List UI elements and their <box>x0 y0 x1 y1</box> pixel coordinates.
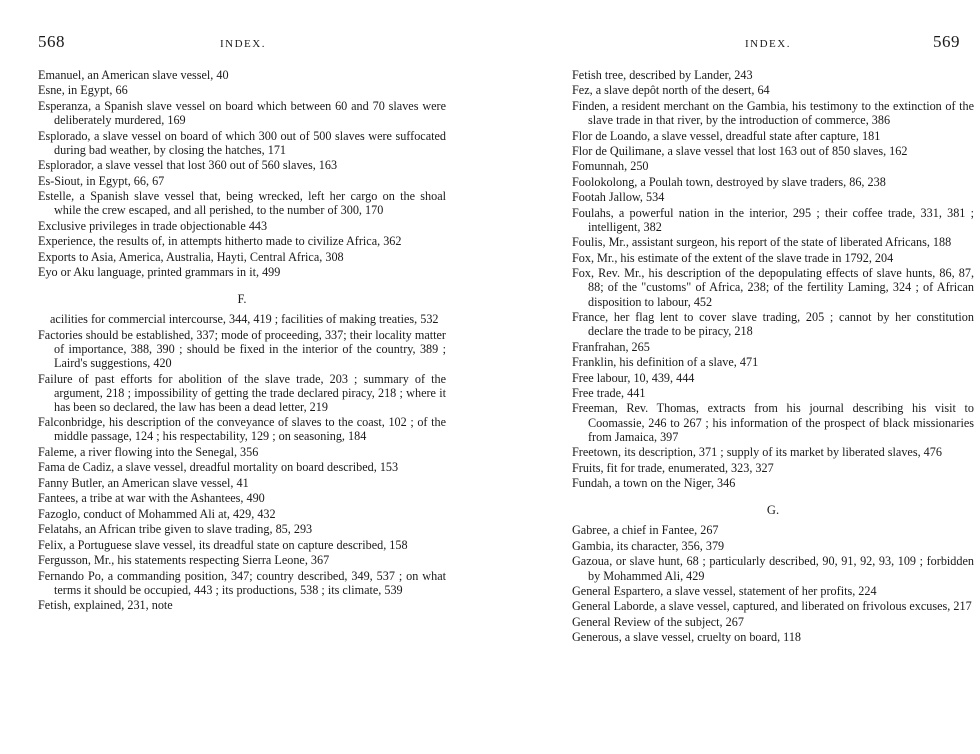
index-entry: Esperanza, a Spanish slave vessel on board which between 60 and 70 slaves were deliberately murdered, 169 <box>38 98 446 128</box>
index-entry: Esne, in Egypt, 66 <box>38 83 128 98</box>
index-entry: Esplorador, a slave vessel that lost 360 out of 560 slaves, 163 <box>38 158 338 173</box>
index-entry: Fetish tree, described by Lander, 243 <box>572 68 753 82</box>
index-entry: Fergusson, Mr., his statements respecting Sierra Leone, 367 <box>38 553 330 568</box>
index-entry: General Laborde, a slave vessel, captured, and liberated on frivolous excuses, 217 <box>572 599 972 614</box>
index-entry: Fantees, a tribe at war with the Ashantees, 490 <box>38 491 265 506</box>
index-entry: Faleme, a river flowing into the Senegal, 356 <box>38 444 259 459</box>
index-column-right <box>572 68 974 646</box>
index-entry: Failure of past efforts for abolition of the slave trade, 203 ; summary of the argument, 218 ; impossibility of getting the trade declared piracy, 218 ; where it has been so declared, the law has been a dead letter, 219 <box>38 371 446 414</box>
index-entry: Es-Siout, in Egypt, 66, 67 <box>38 173 165 188</box>
index-entries-g <box>572 523 974 644</box>
index-entry: Esplorado, a slave vessel on board of which 300 out of 500 slaves were suffocated during bad weather, by closing the hatches, 171 <box>38 128 446 157</box>
index-entry: Gazoua, or slave hunt, 68 ; particularly described, 90, 91, 92, 93, 109 ; forbidden by Mohammed Ali, 429 <box>572 554 974 583</box>
index-entry: Foulis, Mr., assistant surgeon, his report of the state of liberated Africans, 188 <box>572 235 952 250</box>
index-entry: Falconbridge, his description of the conveyance of slaves to the coast, 102 ; of the middle passage, 124 ; his respectability, 129 ; on seasoning, 184 <box>38 415 446 444</box>
page-number: 569 <box>933 32 960 51</box>
index-entry: Franfrahan, 265 <box>572 339 650 354</box>
index-entry: Fundah, a town on the Niger, 346 <box>572 476 736 491</box>
index-entries-f <box>572 68 974 490</box>
index-entry: acilities for commercial intercourse, 344, 419 ; facilities of making treaties, 532 <box>50 312 439 327</box>
index-entry: Felix, a Portuguese slave vessel, its dreadful state on capture described, 158 <box>38 537 408 552</box>
index-entry: Footah Jallow, 534 <box>572 190 665 205</box>
running-head: INDEX. <box>220 38 266 50</box>
index-entry: Fetish, explained, 231, note <box>38 598 173 613</box>
index-entry: Franklin, his definition of a slave, 471 <box>572 355 759 370</box>
index-entry: France, her flag lent to cover slave trading, 205 ; cannot by her constitution declare the trade to be piracy, 218 <box>572 310 974 339</box>
index-entry: Exports to Asia, America, Australia, Hayti, Central Africa, 308 <box>38 249 344 264</box>
index-entry: Free labour, 10, 439, 444 <box>572 370 695 385</box>
index-entry: Gambia, its character, 356, 379 <box>572 538 725 553</box>
index-entry: Gabree, a chief in Fantee, 267 <box>572 523 719 538</box>
index-entry: Exclusive privileges in trade objectionable 443 <box>38 218 268 233</box>
index-entry: Generous, a slave vessel, cruelty on board, 118 <box>572 630 802 645</box>
page-number: 568 <box>38 32 65 51</box>
index-entries-f <box>38 312 446 612</box>
index-entry: Flor de Quilimane, a slave vessel that lost 163 out of 850 slaves, 162 <box>572 143 908 158</box>
index-entry: Fomunnah, 250 <box>572 159 649 174</box>
index-entry: Fox, Rev. Mr., his description of the depopulating effects of slave hunts, 86, 87, 88; of the "customs" of Africa, 238; of the fertility Laming, 324 ; of African disposition to labour, 452 <box>572 266 974 309</box>
index-entry: Estelle, a Spanish slave vessel that, being wrecked, left her cargo on the shoal while the crew escaped, and all perished, to the number of 300, 170 <box>38 189 446 218</box>
index-entries-e <box>38 68 446 279</box>
index-entry: Finden, a resident merchant on the Gambia, his testimony to the extinction of the slave trade in that river, by the introduction of commerce, 386 <box>572 98 974 128</box>
index-entry: Fox, Mr., his estimate of the extent of the slave trade in 1792, 204 <box>572 250 894 265</box>
index-entry: Fanny Butler, an American slave vessel, 41 <box>38 475 249 490</box>
index-entry: Freetown, its description, 371 ; supply of its market by liberated slaves, 476 <box>572 445 942 460</box>
index-entry: Foolokolong, a Poulah town, destroyed by slave traders, 86, 238 <box>572 174 886 189</box>
index-entry: Fama de Cadiz, a slave vessel, dreadful mortality on board described, 153 <box>38 460 399 475</box>
index-entry: General Espartero, a slave vessel, statement of her profits, 224 <box>572 583 877 598</box>
index-entry: Freeman, Rev. Thomas, extracts from his journal describing his visit to Coomassie, 246 to 267 ; his information of the prospect of black missionaries from Jamaica, 397 <box>572 401 974 444</box>
index-entry: Experience, the results of, in attempts hitherto made to civilize Africa, 362 <box>38 234 402 249</box>
index-entry: Fernando Po, a commanding position, 347; country described, 349, 537 ; on what terms it should be occupied, 443 ; its productions, 538 ; its climate, 539 <box>38 568 446 597</box>
index-entry: Fazoglo, conduct of Mohammed Ali at, 429, 432 <box>38 506 276 521</box>
section-heading-f: F. <box>237 292 247 307</box>
running-head: INDEX. <box>745 38 791 50</box>
index-entry: Free trade, 441 <box>572 386 646 401</box>
index-entry: Flor de Loando, a slave vessel, dreadful state after capture, 181 <box>572 128 881 143</box>
index-entry: Fruits, fit for trade, enumerated, 323, 327 <box>572 460 774 475</box>
index-entry: Eyo or Aku language, printed grammars in it, 499 <box>38 265 281 279</box>
section-heading-g: G. <box>766 503 780 518</box>
index-entry: Emanuel, an American slave vessel, 40 <box>38 68 229 82</box>
index-entry: Foulahs, a powerful nation in the interior, 295 ; their coffee trade, 331, 381 ; intelligent, 382 <box>572 205 974 234</box>
index-entry: Factories should be established, 337; mode of proceeding, 337; their locality matter of importance, 388, 390 ; should be fixed in the interior of the country, 389 ; Laird's suggestions, 420 <box>38 327 446 371</box>
index-entry: Fez, a slave depôt north of the desert, 64 <box>572 83 770 98</box>
index-entry: General Review of the subject, 267 <box>572 614 744 629</box>
index-column-left <box>38 68 446 614</box>
index-entry: Felatahs, an African tribe given to slave trading, 85, 293 <box>38 522 313 537</box>
